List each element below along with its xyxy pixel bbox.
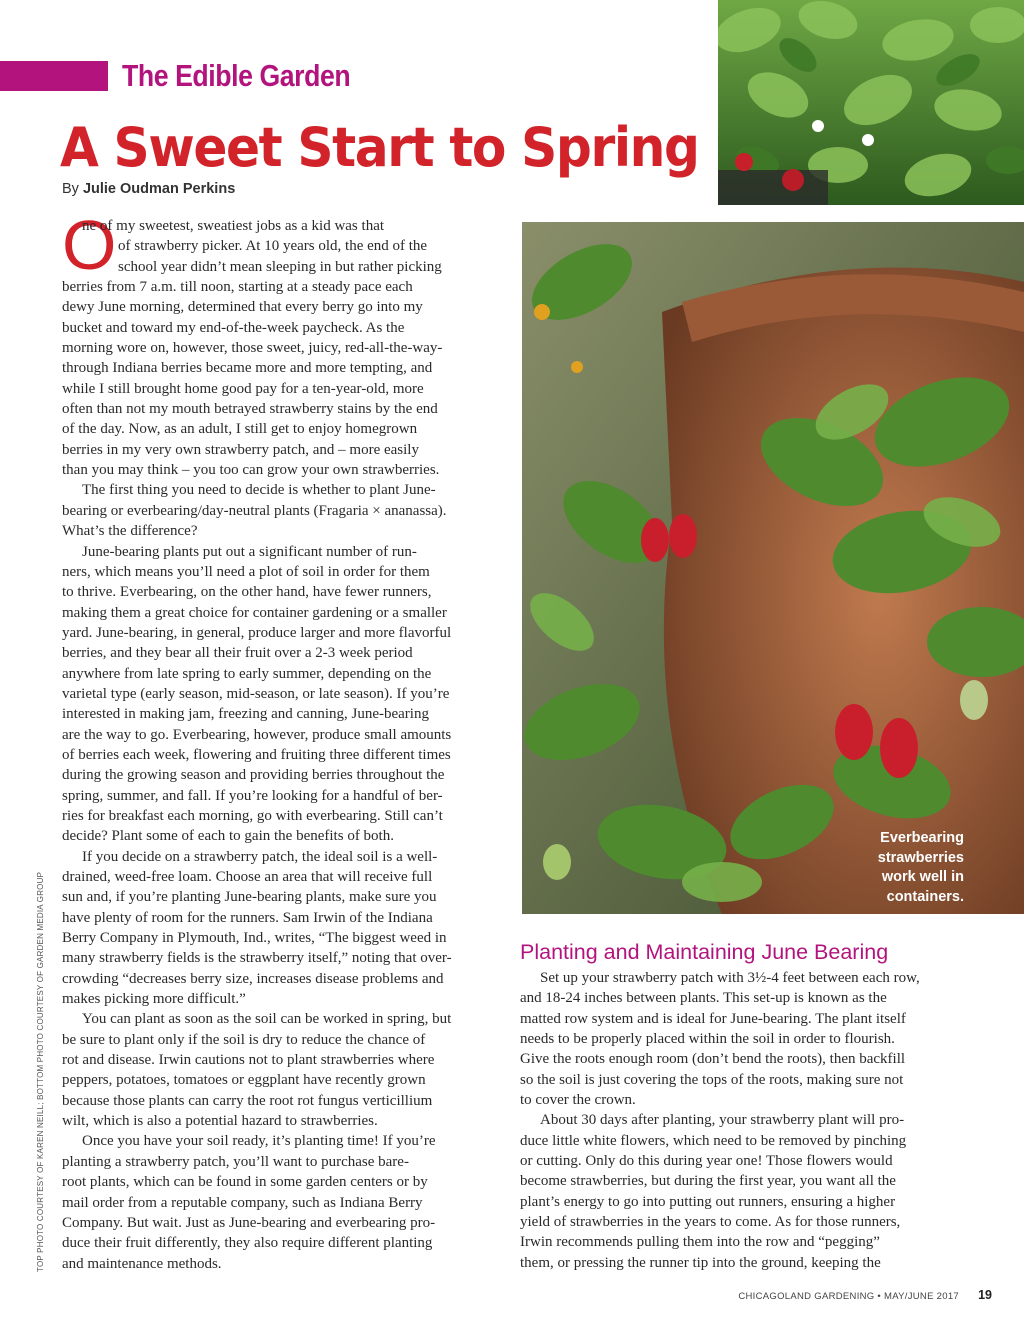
text-line: because those plants can carry the root rot fungus verticillium — [62, 1092, 433, 1109]
text-line: morning wore on, however, those sweet, juicy, red-all-the-way- — [62, 340, 443, 357]
text-line: What’s the difference? — [62, 523, 198, 540]
text-line: to cover the crown. — [520, 1092, 636, 1109]
text-line: yield of strawberries in the years to come. As for those runners, — [520, 1214, 901, 1231]
section-title: The Edible Garden — [122, 58, 351, 93]
text-line: varietal type (early season, mid-season, or late season). If you’re — [62, 685, 450, 702]
text-line: many strawberry fields is the strawberry itself,” noting that over- — [62, 950, 452, 967]
page-number: 19 — [978, 1288, 992, 1302]
text-line: berries in my very own strawberry patch, and – more easily — [62, 441, 419, 458]
section-subhead: Planting and Maintaining June Bearing — [520, 940, 889, 964]
text-line: during the growing season and providing berries throughout the — [62, 767, 445, 784]
article-left-column — [62, 216, 504, 1274]
text-line: and 18-24 inches between plants. This set-up is known as the — [520, 990, 887, 1007]
text-line: duce little white flowers, which need to be removed by pinching — [520, 1132, 907, 1149]
byline-prefix: By — [62, 181, 79, 197]
caption-line: Everbearing — [880, 830, 964, 846]
text-line: bucket and toward my end-of-the-week paycheck. As the — [62, 319, 405, 336]
text-line: of strawberry picker. At 10 years old, the end of the — [118, 238, 428, 255]
text-line: Once you have your soil ready, it’s planting time! If you’re — [82, 1133, 436, 1150]
text-line: The first thing you need to decide is whether to plant June- — [82, 482, 436, 499]
caption-line: strawberries — [877, 849, 964, 866]
text-line: berries from 7 a.m. till noon, starting at a steady pace each — [62, 279, 413, 296]
author-name: Julie Oudman Perkins — [82, 181, 236, 197]
byline — [62, 181, 235, 197]
text-line: through Indiana berries became more and more tempting, and — [62, 360, 433, 377]
text-line: crowding “decreases berry size, increases disease problems and — [62, 970, 444, 987]
publication-footer: CHICAGOLAND GARDENING • MAY/JUNE 2017 — [738, 1291, 959, 1302]
text-line: making them a great choice for container gardening or a smaller — [62, 604, 447, 621]
article-headline: A Sweet Start to Spring — [60, 116, 699, 179]
text-line: school year didn’t mean sleeping in but rather picking — [118, 258, 442, 275]
text-line: of berries each week, flowering and fruiting three different times — [62, 746, 451, 763]
text-line: and maintenance methods. — [62, 1255, 222, 1272]
text-line: or cutting. Only do this during year one! Those flowers would — [520, 1153, 893, 1170]
text-line: mail order from a reputable company, such as Indiana Berry — [62, 1194, 423, 1211]
text-line: makes picking more difficult.” — [62, 991, 246, 1008]
text-line: anywhere from late spring to early summer, depending on the — [62, 665, 432, 682]
text-line: than you may think – you too can grow your own strawberries. — [62, 462, 440, 479]
text-line: sun and, if you’re planting June-bearing plants, make sure you — [62, 889, 437, 906]
text-line: ners, which means you’ll need a plot of soil in order for them — [62, 563, 430, 580]
text-line: be sure to plant only if the soil is dry to reduce the chance of — [62, 1031, 426, 1048]
text-line: berries, and they bear all their fruit over a 2-3 week period — [62, 645, 413, 662]
text-line: ne of my sweetest, sweatiest jobs as a kid was that — [82, 218, 385, 234]
photo-credit: TOP PHOTO COURTESY OF KAREN NEILL; BOTTOM PHOTO COURTESY OF GARDEN MEDIA GROUP — [36, 871, 45, 1272]
text-line: Berry Company in Plymouth, Ind., writes, “The biggest weed in — [62, 930, 447, 947]
article-right-column — [520, 968, 963, 1273]
text-line: become strawberries, but during the first year, you want all the — [520, 1173, 896, 1190]
text-line: Irwin recommends pulling them into the row and “pegging” — [520, 1234, 880, 1251]
caption-line: work well in — [881, 869, 964, 885]
text-line: ries for breakfast each morning, go with everbearing. Still can’t — [62, 807, 443, 824]
text-line: drained, weed-free loam. Choose an area that will receive full — [62, 869, 433, 885]
text-line: You can plant as soon as the soil can be worked in spring, but — [82, 1011, 452, 1028]
text-line: matted row system and is ideal for June-bearing. The plant itself — [520, 1010, 906, 1027]
text-line: wilt, which is also a potential hazard to strawberries. — [62, 1113, 378, 1130]
text-line: interested in making jam, freezing and canning, June-bearing — [62, 706, 429, 723]
caption-line: containers. — [886, 888, 964, 905]
text-line: plant’s energy to go into putting out runners, ensuring a higher — [520, 1193, 896, 1210]
text-line: root plants, which can be found in some garden centers or by — [62, 1174, 428, 1191]
text-line: them, or pressing the runner tip into the ground, keeping the — [520, 1254, 881, 1271]
photo-caption — [844, 829, 964, 907]
text-line: while I still brought home good pay for a ten-year-old, more — [62, 380, 424, 397]
text-line: Company. But wait. Just as June-bearing and everbearing pro- — [62, 1214, 436, 1231]
text-line: often than not my mouth betrayed strawberry stains by the end — [62, 401, 438, 418]
text-line: If you decide on a strawberry patch, the ideal soil is a well- — [82, 848, 438, 865]
text-line: Set up your strawberry patch with 3½-4 feet between each row, — [540, 970, 920, 986]
text-line: Give the roots enough room (don’t bend the roots), then backfill — [520, 1051, 906, 1068]
text-line: duce their fruit differently, they also require different planting — [62, 1235, 433, 1252]
text-line: of the day. Now, as an adult, I still get to enjoy homegrown — [62, 421, 418, 438]
text-line: About 30 days after planting, your strawberry plant will pro- — [540, 1112, 905, 1129]
text-line: planting a strawberry patch, you’ll want to purchase bare- — [62, 1153, 409, 1170]
text-line: peppers, potatoes, tomatoes or eggplant have recently grown — [62, 1072, 426, 1089]
text-line: bearing or everbearing/day-neutral plants (Fragaria × ananassa). — [62, 502, 447, 519]
text-line: decide? Plant some of each to gain the benefits of both. — [62, 828, 394, 845]
text-line: are the way to go. Everbearing, however, produce small amounts — [62, 726, 452, 743]
text-line: so the soil is just covering the tops of the roots, making sure not — [520, 1071, 904, 1088]
text-line: have plenty of room for the runners. Sam Irwin of the Indiana — [62, 909, 433, 926]
strawberry-pot-photo — [522, 222, 1024, 914]
section-accent-bar — [0, 61, 108, 91]
text-line: yard. June-bearing, in general, produce larger and more flavorful — [62, 624, 452, 641]
text-line: needs to be properly placed within the soil in order to flourish. — [520, 1031, 895, 1048]
text-line: June-bearing plants put out a significant number of run- — [82, 543, 417, 560]
text-line: dewy June morning, determined that every berry go into my — [62, 299, 423, 316]
drop-cap: O — [62, 206, 117, 284]
text-line: rot and disease. Irwin cautions not to plant strawberries where — [62, 1052, 435, 1069]
strawberry-bed-photo — [718, 0, 1024, 205]
text-line: to thrive. Everbearing, on the other hand, have fewer runners, — [62, 584, 432, 601]
text-line: spring, summer, and fall. If you’re looking for a handful of ber- — [62, 787, 443, 804]
